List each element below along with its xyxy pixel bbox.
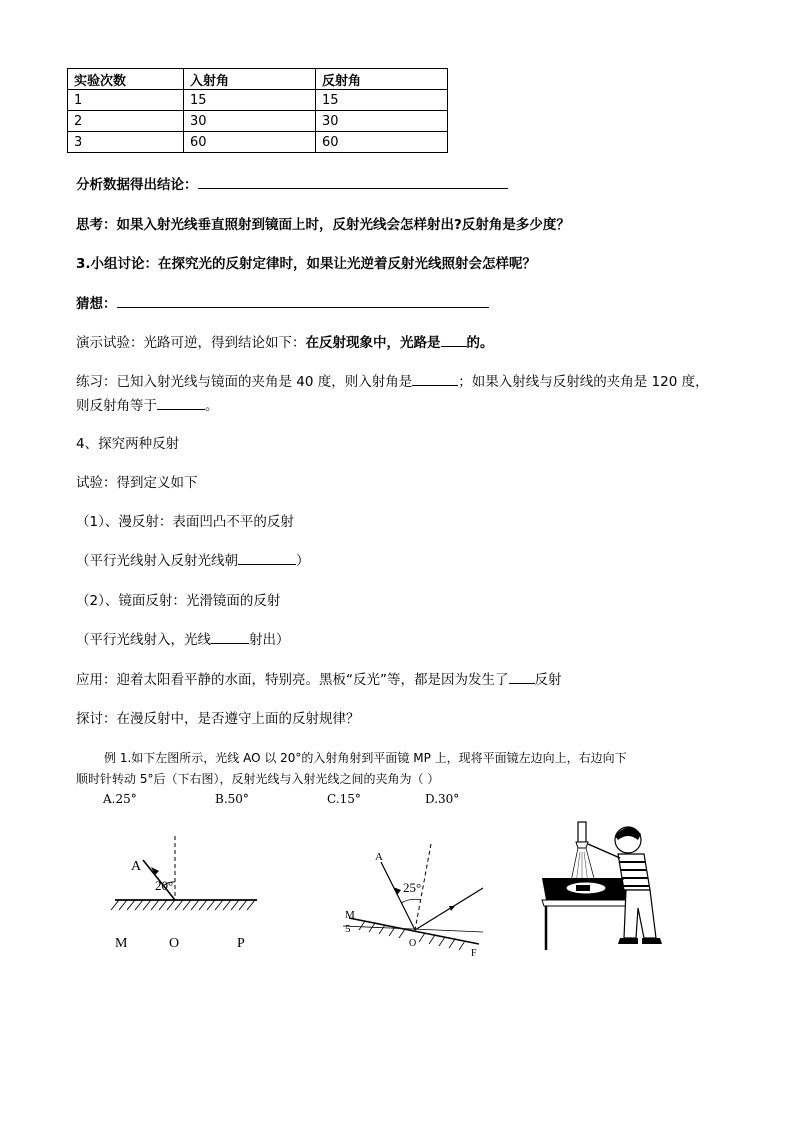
table-cell: 60 — [316, 132, 448, 153]
label-m: M — [115, 936, 128, 951]
figure-rotated-mirror — [335, 840, 495, 960]
practice-blank-2[interactable] — [157, 397, 205, 410]
demo-blank[interactable] — [441, 334, 467, 347]
label-a: A — [375, 851, 383, 863]
guess-line — [76, 295, 489, 313]
guess-blank[interactable] — [117, 295, 489, 308]
boy-flashlight-illustration — [540, 818, 675, 953]
table-row — [68, 90, 448, 111]
experiment-table — [67, 68, 448, 153]
angle-arc — [401, 899, 421, 903]
table-cell: 15 — [184, 90, 316, 111]
diffuse-note — [76, 552, 310, 570]
reflected-ray — [415, 888, 483, 930]
demo-suffix: 的。 — [466, 335, 494, 351]
specular-note-suffix: 射出） — [249, 632, 290, 648]
practice-line-2 — [76, 397, 219, 415]
section-4-heading: 4、探究两种反射 — [76, 436, 180, 452]
specular-note-prefix: （平行光线射入，光线 — [76, 632, 211, 648]
label-m: M — [345, 909, 355, 921]
option-c: C.15° — [327, 792, 361, 806]
demo-line — [76, 334, 494, 352]
example-line-1: 例 1.如下左图所示，光线 AO 以 20°的入射角射到平面镜 MP 上，现将平面镜左边向上，右边向下 — [104, 751, 627, 765]
flashlight-icon — [578, 822, 586, 842]
practice-line2-end: 。 — [205, 398, 219, 414]
label-five: 5 — [345, 923, 351, 935]
demo-bold: 在反射现象中，光路是 — [305, 335, 441, 351]
diffuse-note-prefix: （平行光线射入反射光线朝 — [76, 553, 238, 569]
diffuse-note-suffix: ） — [296, 553, 310, 569]
option-a: A.25° — [103, 792, 137, 806]
table-header-row — [68, 69, 448, 90]
boy-shirt-icon — [618, 854, 650, 890]
label-o: O — [169, 936, 180, 951]
label-angle: 20° — [155, 878, 174, 893]
option-b: B.50° — [215, 792, 249, 806]
conclusion-label: 分析数据得出结论： — [76, 177, 198, 193]
label-p: P — [237, 936, 245, 951]
figure-plane-mirror — [105, 830, 265, 955]
label-angle: 25° — [403, 880, 422, 895]
table-row — [68, 132, 448, 153]
table-cell: 15 — [316, 90, 448, 111]
specular-blank[interactable] — [211, 631, 249, 644]
practice-line2: 则反射角等于 — [76, 398, 157, 414]
application-line — [76, 671, 562, 689]
application-suffix: 反射 — [534, 672, 562, 688]
practice-blank-1[interactable] — [412, 373, 458, 386]
application-blank[interactable] — [509, 671, 535, 684]
guess-label: 猜想： — [76, 296, 117, 312]
table-cell: 60 — [184, 132, 316, 153]
demo-prefix: 演示试验：光路可逆，得到结论如下： — [76, 335, 306, 351]
diffuse-blank[interactable] — [238, 552, 296, 565]
think-question: 思考：如果入射光线垂直照射到镜面上时，反射光线会怎样射出?反射角是多少度？ — [76, 217, 570, 233]
conclusion-blank[interactable] — [198, 176, 508, 189]
mirror-hatching — [111, 900, 255, 910]
boy-pants-icon — [624, 890, 656, 938]
example-line-2: 顺时针转动 5°后（下右图），反射光线与入射光线之间的夹角为（ ） — [76, 772, 440, 786]
discussion-question: 3.小组讨论：在探究光的反射定律时，如果让光逆着反射光线照射会怎样呢？ — [76, 256, 537, 272]
table-header: 反射角 — [316, 69, 448, 90]
table-row — [68, 111, 448, 132]
table-cell: 2 — [68, 111, 184, 132]
label-a: A — [131, 859, 142, 874]
diffuse-definition: （1）、漫反射：表面凹凸不平的反射 — [76, 514, 294, 530]
shoes-icon — [618, 938, 662, 944]
practice-part1: 练习：已知入射光线与镜面的夹角是 40 度，则入射角是 — [76, 374, 413, 390]
practice-part2: ；如果入射线与反射线的夹角是 120 度， — [458, 374, 709, 390]
table-cell: 3 — [68, 132, 184, 153]
label-o: O — [409, 938, 417, 949]
option-d: D.30° — [425, 792, 460, 806]
conclusion-line — [76, 176, 508, 194]
experiment-line: 试验：得到定义如下 — [76, 475, 198, 491]
label-f: F — [471, 948, 477, 959]
explore-line: 探讨：在漫反射中，是否遵守上面的反射规律？ — [76, 711, 360, 727]
application-prefix: 应用：迎着太阳看平静的水面，特别亮。黑板“反光”等，都是因为发生了 — [76, 672, 509, 688]
table-header: 入射角 — [184, 69, 316, 90]
incident-arrow — [393, 887, 401, 895]
incident-ray — [381, 862, 415, 930]
practice-line-1 — [76, 373, 709, 391]
table-cell: 30 — [184, 111, 316, 132]
specular-note — [76, 631, 290, 649]
table-cell: 1 — [68, 90, 184, 111]
table-cell: 30 — [316, 111, 448, 132]
table-header: 实验次数 — [68, 69, 184, 90]
specular-definition: （2）、镜面反射：光滑镜面的反射 — [76, 593, 281, 609]
